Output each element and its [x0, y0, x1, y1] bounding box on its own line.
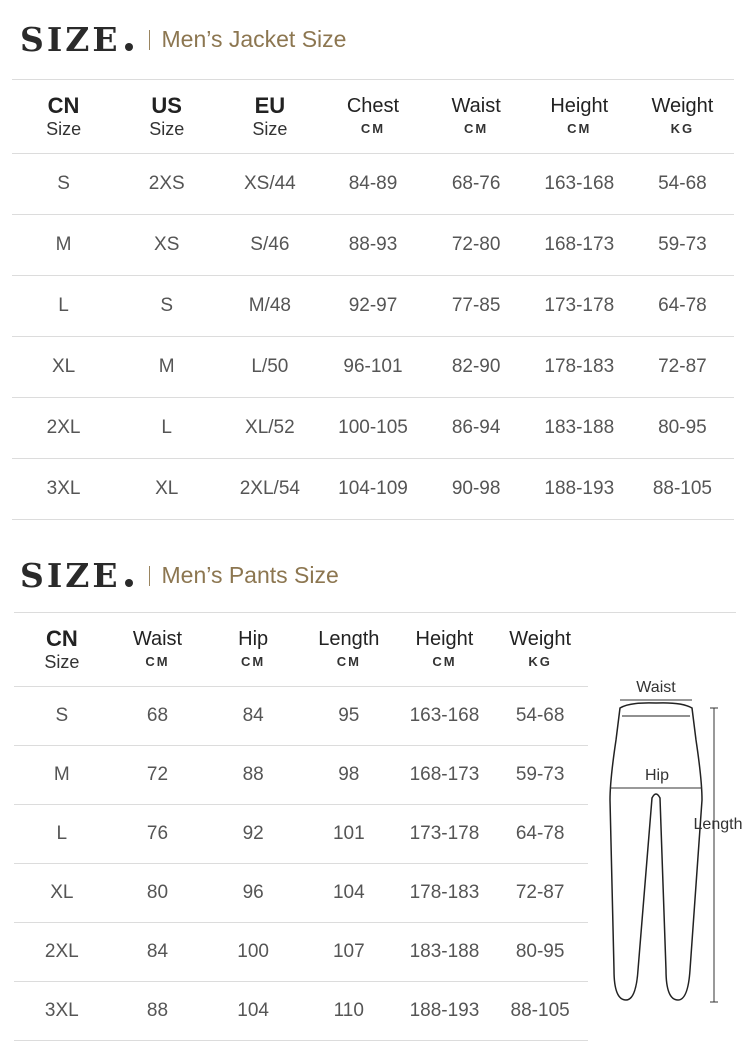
jacket-top-rule — [12, 79, 734, 80]
heading-divider — [149, 30, 150, 50]
leggings-outline — [610, 703, 702, 1000]
table-cell: XL/52 — [218, 397, 321, 458]
pants-size-table — [14, 614, 588, 1041]
pants-measurement-diagram — [600, 670, 750, 1010]
table-cell: S — [14, 686, 110, 745]
table-cell: 163-168 — [397, 686, 493, 745]
table-header-row — [12, 81, 734, 153]
table-cell: 101 — [301, 804, 397, 863]
jacket-section-header — [20, 20, 346, 59]
column-header-unit: KG — [670, 120, 695, 136]
table-cell: XL — [14, 863, 110, 922]
column-header-sub: Size — [149, 118, 185, 139]
column-header — [205, 614, 301, 686]
pants-section-header — [20, 556, 339, 595]
column-header-label: Hip — [238, 627, 269, 650]
table-cell: 183-188 — [528, 397, 631, 458]
table-row — [14, 686, 588, 745]
table-cell: 88-105 — [492, 981, 588, 1040]
table-cell: 90-98 — [425, 458, 528, 519]
table-row — [14, 804, 588, 863]
table-cell: 92-97 — [321, 275, 424, 336]
column-header-label: Weight — [509, 627, 572, 650]
table-cell: L — [115, 397, 218, 458]
size-heading: SIZE — [20, 20, 121, 59]
table-cell: 173-178 — [397, 804, 493, 863]
column-header — [528, 81, 631, 153]
table-cell: 104-109 — [321, 458, 424, 519]
column-header-sub: Size — [252, 118, 288, 139]
heading-divider — [149, 566, 150, 586]
table-row — [14, 863, 588, 922]
table-cell: 100 — [205, 922, 301, 981]
table-cell: M — [14, 745, 110, 804]
table-cell: 2XL — [14, 922, 110, 981]
column-header — [218, 81, 321, 153]
table-cell: 88-105 — [631, 458, 734, 519]
column-header — [321, 81, 424, 153]
column-header — [425, 81, 528, 153]
table-cell: 88 — [205, 745, 301, 804]
jacket-size-table — [12, 81, 734, 520]
waist-label: Waist — [636, 679, 676, 696]
table-cell: 3XL — [14, 981, 110, 1040]
table-cell: 110 — [301, 981, 397, 1040]
table-cell: 104 — [205, 981, 301, 1040]
column-header — [14, 614, 110, 686]
table-row — [14, 981, 588, 1040]
table-cell: 2XS — [115, 153, 218, 214]
table-cell: 72-87 — [492, 863, 588, 922]
table-cell: 3XL — [12, 458, 115, 519]
table-cell: 107 — [301, 922, 397, 981]
table-cell: 173-178 — [528, 275, 631, 336]
pants-subtitle: Men’s Pants Size — [161, 562, 339, 588]
table-cell: 84 — [205, 686, 301, 745]
table-cell: XS — [115, 214, 218, 275]
table-cell: L — [14, 804, 110, 863]
table-cell: 168-173 — [528, 214, 631, 275]
column-header-unit: KG — [528, 653, 552, 669]
column-header-label: Waist — [451, 94, 501, 117]
table-cell: M/48 — [218, 275, 321, 336]
table-header-row — [14, 614, 588, 686]
heading-dot — [125, 579, 133, 587]
table-cell: 72-87 — [631, 336, 734, 397]
table-cell: 178-183 — [397, 863, 493, 922]
table-cell: M — [12, 214, 115, 275]
pants-top-rule — [14, 612, 736, 613]
column-header-label: Height — [415, 627, 474, 650]
length-label: Length — [693, 816, 743, 833]
column-header-label: EU — [254, 92, 286, 118]
table-cell: 84-89 — [321, 153, 424, 214]
table-cell: XS/44 — [218, 153, 321, 214]
table-cell: 188-193 — [528, 458, 631, 519]
column-header-label: CN — [47, 92, 80, 118]
table-cell: 64-78 — [492, 804, 588, 863]
table-cell: 68-76 — [425, 153, 528, 214]
column-header-unit: CM — [464, 120, 489, 136]
table-cell: 76 — [110, 804, 206, 863]
table-cell: 80 — [110, 863, 206, 922]
table-cell: XL — [115, 458, 218, 519]
table-cell: M — [115, 336, 218, 397]
column-header — [12, 81, 115, 153]
table-cell: L/50 — [218, 336, 321, 397]
table-cell: 68 — [110, 686, 206, 745]
table-row — [12, 275, 734, 336]
column-header-unit: CM — [241, 653, 266, 669]
table-cell: 92 — [205, 804, 301, 863]
table-cell: 96-101 — [321, 336, 424, 397]
table-cell: 168-173 — [397, 745, 493, 804]
hip-label: Hip — [644, 767, 670, 784]
table-row — [12, 214, 734, 275]
table-cell: 95 — [301, 686, 397, 745]
column-header-unit: CM — [360, 120, 386, 136]
table-cell: 98 — [301, 745, 397, 804]
table-cell: 72 — [110, 745, 206, 804]
table-row — [14, 922, 588, 981]
size-heading: SIZE — [20, 556, 121, 595]
column-header-unit: CM — [567, 120, 592, 136]
table-row — [12, 397, 734, 458]
column-header-unit: CM — [336, 653, 361, 669]
table-cell: 100-105 — [321, 397, 424, 458]
table-cell: 188-193 — [397, 981, 493, 1040]
table-cell: 178-183 — [528, 336, 631, 397]
column-header-sub: Size — [44, 651, 80, 672]
column-header-unit: CM — [145, 653, 170, 669]
table-cell: 2XL — [12, 397, 115, 458]
table-cell: 59-73 — [631, 214, 734, 275]
column-header — [631, 81, 734, 153]
column-header-unit: CM — [432, 653, 457, 669]
table-cell: S — [12, 153, 115, 214]
column-header-label: US — [151, 92, 182, 118]
column-header-label: Height — [550, 94, 609, 117]
table-cell: 183-188 — [397, 922, 493, 981]
column-header-label: Length — [318, 627, 380, 650]
table-cell: 88 — [110, 981, 206, 1040]
table-cell: S — [115, 275, 218, 336]
table-cell: L — [12, 275, 115, 336]
column-header-label: Waist — [132, 627, 183, 650]
table-cell: 77-85 — [425, 275, 528, 336]
table-cell: 80-95 — [631, 397, 734, 458]
table-cell: 96 — [205, 863, 301, 922]
table-cell: 86-94 — [425, 397, 528, 458]
column-header — [492, 614, 588, 686]
column-header-label: Weight — [651, 94, 714, 117]
table-cell: 54-68 — [631, 153, 734, 214]
table-cell: 82-90 — [425, 336, 528, 397]
table-row — [14, 745, 588, 804]
heading-dot — [125, 43, 133, 51]
table-cell: XL — [12, 336, 115, 397]
table-cell: 64-78 — [631, 275, 734, 336]
column-header-sub: Size — [46, 118, 82, 139]
jacket-subtitle: Men’s Jacket Size — [161, 26, 347, 52]
column-header — [397, 614, 493, 686]
column-header — [110, 614, 206, 686]
table-cell: 2XL/54 — [218, 458, 321, 519]
table-row — [12, 153, 734, 214]
table-cell: 163-168 — [528, 153, 631, 214]
table-row — [12, 336, 734, 397]
table-cell: 104 — [301, 863, 397, 922]
table-cell: 88-93 — [321, 214, 424, 275]
table-cell: 54-68 — [492, 686, 588, 745]
column-header-label: Chest — [346, 94, 400, 117]
table-row — [12, 458, 734, 519]
column-header — [301, 614, 397, 686]
column-header-label: CN — [45, 625, 78, 651]
table-cell: 84 — [110, 922, 206, 981]
column-header — [115, 81, 218, 153]
table-cell: 72-80 — [425, 214, 528, 275]
table-cell: 59-73 — [492, 745, 588, 804]
table-cell: 80-95 — [492, 922, 588, 981]
table-cell: S/46 — [218, 214, 321, 275]
